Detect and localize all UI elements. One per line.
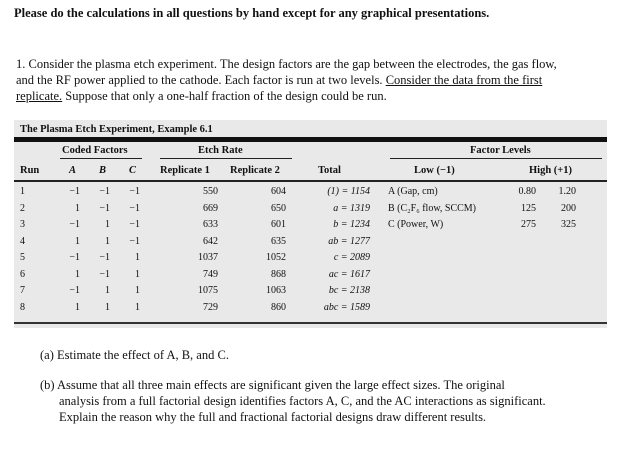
col-total: Total xyxy=(318,165,341,176)
cell-run: 6 xyxy=(20,268,25,280)
cell-c: −1 xyxy=(129,219,140,230)
cell-c: 1 xyxy=(135,252,140,263)
cell-b: 1 xyxy=(105,219,110,230)
cell-a: −1 xyxy=(69,219,80,230)
cell-a: −1 xyxy=(69,252,80,263)
part-b-text xyxy=(40,377,585,425)
factor-level-low: 0.80 xyxy=(518,186,536,197)
cell-b: −1 xyxy=(99,252,110,263)
cell-rep1: 749 xyxy=(203,268,218,280)
factor-level-high: 1.20 xyxy=(558,186,576,197)
cell-rep2: 604 xyxy=(271,186,286,197)
part-a-text: (a) Estimate the effect of A, B, and C. xyxy=(40,348,229,362)
cell-rep2: 650 xyxy=(271,202,286,214)
cell-rep2: 1063 xyxy=(266,285,286,296)
factor-level-high: 325 xyxy=(561,219,576,230)
cell-c: 1 xyxy=(135,285,140,296)
cell-b: −1 xyxy=(99,186,110,197)
cell-total: (1) = 1154 xyxy=(327,186,370,197)
cell-rep1: 550 xyxy=(203,186,218,197)
cell-rep2: 601 xyxy=(271,219,286,230)
cell-total: ac = 1617 xyxy=(328,268,370,280)
header-rule xyxy=(14,180,607,182)
factor-levels-rule xyxy=(390,158,602,159)
factor-level-high: 200 xyxy=(561,202,576,214)
cell-total: bc = 2138 xyxy=(328,285,370,296)
col-a: A xyxy=(69,165,77,176)
table-title: The Plasma Etch Experiment, Example 6.1 xyxy=(20,124,213,135)
question-1-tail: Suppose that only a one-half fraction of the design could be run. xyxy=(65,89,387,103)
cell-total: ab = 1277 xyxy=(328,235,370,247)
col-high: High (+1) xyxy=(529,165,573,176)
factor-level-name: A (Gap, cm) xyxy=(388,186,438,197)
cell-rep2: 635 xyxy=(271,235,286,247)
cell-b: 1 xyxy=(105,285,110,296)
cell-run: 3 xyxy=(20,219,25,230)
cell-a: 1 xyxy=(75,235,80,247)
col-c: C xyxy=(129,165,137,176)
col-b: B xyxy=(99,165,107,176)
cell-rep1: 1075 xyxy=(198,285,218,296)
part-b-line-1: (b) Assume that all three main effects are significant given the large effect sizes. The original xyxy=(40,378,505,392)
part-b-line-3: Explain the reason why the full and fractional factorial designs draw different results. xyxy=(59,410,487,424)
cell-run: 7 xyxy=(20,285,25,296)
factor-level-low: 125 xyxy=(521,202,536,214)
cell-c: −1 xyxy=(129,186,140,197)
cell-c: 1 xyxy=(135,268,140,280)
cell-rep1: 669 xyxy=(203,202,218,214)
cell-run: 5 xyxy=(20,252,25,263)
cell-total: a = 1319 xyxy=(333,202,370,214)
etch-rate-header: Etch Rate xyxy=(198,145,243,156)
cell-total: abc = 1589 xyxy=(323,301,370,313)
cell-rep1: 642 xyxy=(203,235,218,247)
question-1-text xyxy=(16,56,576,104)
cell-b: 1 xyxy=(105,301,110,313)
col-run: Run xyxy=(20,165,40,176)
cell-a: −1 xyxy=(69,285,80,296)
cell-c: −1 xyxy=(129,235,140,247)
cell-total: b = 1234 xyxy=(333,219,370,230)
factor-level-name: C (Power, W) xyxy=(388,219,444,230)
question-1-underlined: Consider the data from the first replicate. xyxy=(16,73,543,103)
coded-factors-rule xyxy=(60,158,142,159)
etch-rate-rule xyxy=(160,158,292,159)
col-low: Low (−1) xyxy=(414,165,455,176)
cell-rep2: 860 xyxy=(271,301,286,313)
cell-run: 1 xyxy=(20,186,25,197)
cell-b: −1 xyxy=(99,268,110,280)
cell-a: −1 xyxy=(69,186,80,197)
factor-level-low: 275 xyxy=(521,219,536,230)
col-replicate-1: Replicate 1 xyxy=(160,165,210,176)
cell-b: −1 xyxy=(99,202,110,214)
cell-a: 1 xyxy=(75,301,80,313)
table-bottom-rule xyxy=(14,322,607,324)
col-replicate-2: Replicate 2 xyxy=(230,165,280,176)
cell-total: c = 2089 xyxy=(333,252,370,263)
instructions-heading: Please do the calculations in all questions by hand except for any graphical presentations. xyxy=(14,6,490,20)
cell-run: 4 xyxy=(20,235,25,247)
cell-rep1: 729 xyxy=(203,301,218,313)
cell-rep2: 868 xyxy=(271,268,286,280)
cell-a: 1 xyxy=(75,202,80,214)
factor-level-name: B (C₂F₆ flow, SCCM) xyxy=(388,202,477,214)
cell-run: 8 xyxy=(20,301,25,313)
cell-b: 1 xyxy=(105,235,110,247)
cell-c: 1 xyxy=(135,301,140,313)
cell-rep1: 1037 xyxy=(198,252,218,263)
factor-levels-header: Factor Levels xyxy=(470,145,531,156)
cell-rep2: 1052 xyxy=(266,252,286,263)
cell-run: 2 xyxy=(20,202,25,214)
cell-a: 1 xyxy=(75,268,80,280)
plasma-etch-table xyxy=(14,120,607,328)
table-top-bar xyxy=(14,137,607,142)
coded-factors-header: Coded Factors xyxy=(62,145,128,156)
question-1-lead: 1. Consider the plasma etch experiment. The design factors are the gap between the electrodes, the gas flow, and the RF power applied to the cathode. Each factor is run at two levels. xyxy=(16,57,557,87)
cell-c: −1 xyxy=(129,202,140,214)
cell-rep1: 633 xyxy=(203,219,218,230)
part-b-line-2: analysis from a full factorial design identifies factors A, C, and the AC interactions as significant. xyxy=(59,394,546,408)
